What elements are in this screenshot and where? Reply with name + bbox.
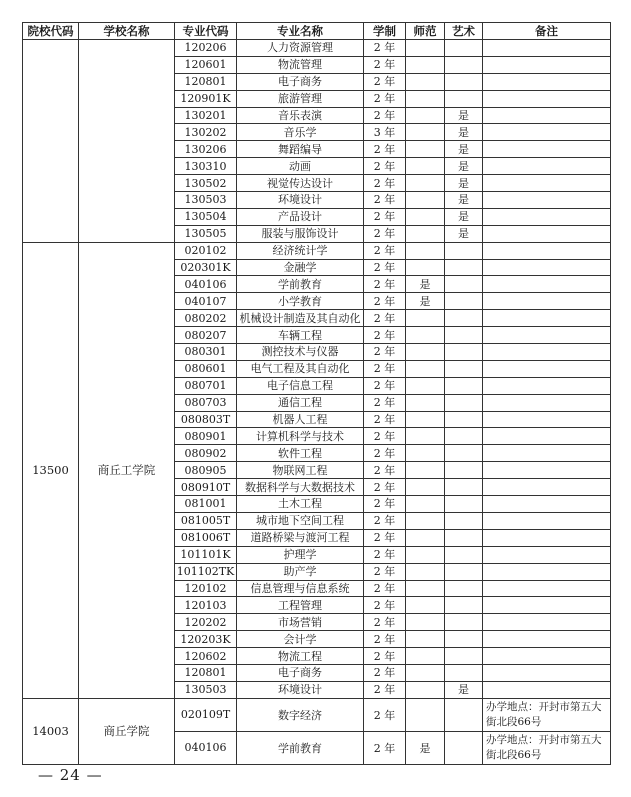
major-name-cell: 数字经济 bbox=[237, 698, 364, 731]
normal-cell bbox=[406, 648, 445, 665]
major-name-cell: 服装与服饰设计 bbox=[237, 225, 364, 242]
years-cell: 2 年 bbox=[364, 344, 406, 361]
notes-cell bbox=[483, 681, 611, 698]
art-cell bbox=[445, 462, 483, 479]
art-cell bbox=[445, 614, 483, 631]
years-cell: 2 年 bbox=[364, 411, 406, 428]
normal-cell bbox=[406, 462, 445, 479]
major-name-cell: 学前教育 bbox=[237, 276, 364, 293]
major-code-cell: 080905 bbox=[175, 462, 237, 479]
major-code-cell: 130201 bbox=[175, 107, 237, 124]
major-code-cell: 120901K bbox=[175, 90, 237, 107]
major-name-cell: 音乐学 bbox=[237, 124, 364, 141]
notes-cell bbox=[483, 462, 611, 479]
major-code-cell: 120801 bbox=[175, 73, 237, 90]
major-name-cell: 会计学 bbox=[237, 631, 364, 648]
notes-cell bbox=[483, 56, 611, 73]
years-cell: 2 年 bbox=[364, 56, 406, 73]
art-cell: 是 bbox=[445, 158, 483, 175]
years-cell: 2 年 bbox=[364, 631, 406, 648]
school-name-cell: 商丘工学院 bbox=[79, 242, 175, 698]
art-cell bbox=[445, 56, 483, 73]
major-name-cell: 电子信息工程 bbox=[237, 377, 364, 394]
years-cell: 2 年 bbox=[364, 462, 406, 479]
major-code-cell: 120103 bbox=[175, 597, 237, 614]
normal-cell: 是 bbox=[406, 293, 445, 310]
normal-cell bbox=[406, 394, 445, 411]
table-body bbox=[23, 40, 611, 765]
major-code-cell: 080202 bbox=[175, 310, 237, 327]
major-name-cell: 车辆工程 bbox=[237, 327, 364, 344]
years-cell: 2 年 bbox=[364, 360, 406, 377]
major-name-cell: 视觉传达设计 bbox=[237, 175, 364, 192]
art-cell bbox=[445, 90, 483, 107]
major-name-cell: 测控技术与仪器 bbox=[237, 344, 364, 361]
major-code-cell: 081005T bbox=[175, 512, 237, 529]
major-code-cell: 080301 bbox=[175, 344, 237, 361]
major-code-cell: 080207 bbox=[175, 327, 237, 344]
major-name-cell: 信息管理与信息系统 bbox=[237, 580, 364, 597]
major-name-cell: 市场营销 bbox=[237, 614, 364, 631]
major-code-cell: 080901 bbox=[175, 428, 237, 445]
art-cell bbox=[445, 529, 483, 546]
major-code-cell: 130502 bbox=[175, 175, 237, 192]
art-cell bbox=[445, 580, 483, 597]
major-code-cell: 130504 bbox=[175, 208, 237, 225]
normal-cell bbox=[406, 225, 445, 242]
notes-cell bbox=[483, 208, 611, 225]
major-code-cell: 020109T bbox=[175, 698, 237, 731]
notes-cell bbox=[483, 496, 611, 513]
art-cell bbox=[445, 563, 483, 580]
notes-cell bbox=[483, 276, 611, 293]
major-name-cell: 人力资源管理 bbox=[237, 40, 364, 57]
notes-cell bbox=[483, 445, 611, 462]
major-name-cell: 计算机科学与技术 bbox=[237, 428, 364, 445]
art-cell bbox=[445, 445, 483, 462]
normal-cell bbox=[406, 428, 445, 445]
art-cell bbox=[445, 394, 483, 411]
major-code-cell: 120601 bbox=[175, 56, 237, 73]
years-cell: 2 年 bbox=[364, 546, 406, 563]
art-cell bbox=[445, 276, 483, 293]
admissions-table bbox=[22, 22, 611, 765]
art-cell: 是 bbox=[445, 175, 483, 192]
major-name-cell: 环境设计 bbox=[237, 192, 364, 209]
years-cell: 2 年 bbox=[364, 242, 406, 259]
normal-cell bbox=[406, 175, 445, 192]
art-cell bbox=[445, 698, 483, 731]
years-cell: 2 年 bbox=[364, 141, 406, 158]
years-cell: 2 年 bbox=[364, 664, 406, 681]
major-code-cell: 130505 bbox=[175, 225, 237, 242]
major-code-cell: 080902 bbox=[175, 445, 237, 462]
years-cell: 2 年 bbox=[364, 563, 406, 580]
major-name-cell: 物联网工程 bbox=[237, 462, 364, 479]
notes-cell bbox=[483, 141, 611, 158]
years-cell: 2 年 bbox=[364, 310, 406, 327]
years-cell: 2 年 bbox=[364, 394, 406, 411]
years-cell: 2 年 bbox=[364, 107, 406, 124]
years-cell: 2 年 bbox=[364, 276, 406, 293]
table-row bbox=[23, 242, 611, 259]
notes-cell bbox=[483, 377, 611, 394]
years-cell: 2 年 bbox=[364, 479, 406, 496]
header-years: 学制 bbox=[364, 23, 406, 40]
school-code-cell: 13500 bbox=[23, 242, 79, 698]
years-cell: 2 年 bbox=[364, 158, 406, 175]
major-name-cell: 物流工程 bbox=[237, 648, 364, 665]
major-code-cell: 130310 bbox=[175, 158, 237, 175]
art-cell bbox=[445, 259, 483, 276]
years-cell: 2 年 bbox=[364, 175, 406, 192]
major-code-cell: 130206 bbox=[175, 141, 237, 158]
years-cell: 3 年 bbox=[364, 124, 406, 141]
normal-cell bbox=[406, 479, 445, 496]
years-cell: 2 年 bbox=[364, 496, 406, 513]
normal-cell bbox=[406, 580, 445, 597]
major-name-cell: 音乐表演 bbox=[237, 107, 364, 124]
major-code-cell: 081001 bbox=[175, 496, 237, 513]
table-row bbox=[23, 698, 611, 731]
years-cell: 2 年 bbox=[364, 681, 406, 698]
major-code-cell: 101101K bbox=[175, 546, 237, 563]
art-cell: 是 bbox=[445, 225, 483, 242]
major-name-cell: 旅游管理 bbox=[237, 90, 364, 107]
art-cell bbox=[445, 597, 483, 614]
art-cell: 是 bbox=[445, 141, 483, 158]
major-name-cell: 环境设计 bbox=[237, 681, 364, 698]
years-cell: 2 年 bbox=[364, 208, 406, 225]
years-cell: 2 年 bbox=[364, 225, 406, 242]
notes-cell bbox=[483, 664, 611, 681]
major-name-cell: 通信工程 bbox=[237, 394, 364, 411]
notes-cell bbox=[483, 479, 611, 496]
notes-cell bbox=[483, 175, 611, 192]
normal-cell bbox=[406, 158, 445, 175]
major-code-cell: 040107 bbox=[175, 293, 237, 310]
normal-cell bbox=[406, 631, 445, 648]
major-code-cell: 081006T bbox=[175, 529, 237, 546]
normal-cell bbox=[406, 192, 445, 209]
art-cell bbox=[445, 546, 483, 563]
years-cell: 2 年 bbox=[364, 698, 406, 731]
notes-cell bbox=[483, 40, 611, 57]
major-name-cell: 经济统计学 bbox=[237, 242, 364, 259]
major-name-cell: 软件工程 bbox=[237, 445, 364, 462]
major-code-cell: 080910T bbox=[175, 479, 237, 496]
notes-cell bbox=[483, 529, 611, 546]
major-code-cell: 120206 bbox=[175, 40, 237, 57]
art-cell: 是 bbox=[445, 124, 483, 141]
normal-cell bbox=[406, 40, 445, 57]
header-art: 艺术 bbox=[445, 23, 483, 40]
notes-cell bbox=[483, 293, 611, 310]
major-name-cell: 机器人工程 bbox=[237, 411, 364, 428]
major-name-cell: 城市地下空间工程 bbox=[237, 512, 364, 529]
major-name-cell: 助产学 bbox=[237, 563, 364, 580]
major-code-cell: 120801 bbox=[175, 664, 237, 681]
major-code-cell: 130503 bbox=[175, 192, 237, 209]
normal-cell bbox=[406, 259, 445, 276]
art-cell: 是 bbox=[445, 107, 483, 124]
normal-cell bbox=[406, 327, 445, 344]
major-name-cell: 物流管理 bbox=[237, 56, 364, 73]
notes-cell: 办学地点：开封市第五大街北段66号 bbox=[483, 698, 611, 731]
header-row bbox=[23, 23, 611, 40]
major-code-cell: 101102TK bbox=[175, 563, 237, 580]
normal-cell bbox=[406, 529, 445, 546]
notes-cell bbox=[483, 242, 611, 259]
normal-cell bbox=[406, 360, 445, 377]
notes-cell bbox=[483, 124, 611, 141]
art-cell bbox=[445, 428, 483, 445]
header-normal: 师范 bbox=[406, 23, 445, 40]
art-cell bbox=[445, 242, 483, 259]
notes-cell bbox=[483, 597, 611, 614]
page-number: — 24 — bbox=[38, 766, 103, 784]
notes-cell bbox=[483, 344, 611, 361]
major-name-cell: 电气工程及其自动化 bbox=[237, 360, 364, 377]
art-cell bbox=[445, 327, 483, 344]
years-cell: 2 年 bbox=[364, 327, 406, 344]
notes-cell bbox=[483, 310, 611, 327]
major-code-cell: 040106 bbox=[175, 276, 237, 293]
years-cell: 2 年 bbox=[364, 192, 406, 209]
major-code-cell: 080601 bbox=[175, 360, 237, 377]
years-cell: 2 年 bbox=[364, 614, 406, 631]
years-cell: 2 年 bbox=[364, 377, 406, 394]
major-name-cell: 数据科学与大数据技术 bbox=[237, 479, 364, 496]
art-cell bbox=[445, 479, 483, 496]
years-cell: 2 年 bbox=[364, 597, 406, 614]
years-cell: 2 年 bbox=[364, 512, 406, 529]
major-name-cell: 土木工程 bbox=[237, 496, 364, 513]
major-code-cell: 130202 bbox=[175, 124, 237, 141]
normal-cell bbox=[406, 56, 445, 73]
art-cell bbox=[445, 631, 483, 648]
art-cell bbox=[445, 648, 483, 665]
art-cell bbox=[445, 40, 483, 57]
art-cell bbox=[445, 73, 483, 90]
notes-cell bbox=[483, 158, 611, 175]
major-code-cell: 020301K bbox=[175, 259, 237, 276]
notes-cell bbox=[483, 411, 611, 428]
art-cell bbox=[445, 731, 483, 764]
normal-cell bbox=[406, 496, 445, 513]
major-code-cell: 080701 bbox=[175, 377, 237, 394]
notes-cell bbox=[483, 512, 611, 529]
major-name-cell: 动画 bbox=[237, 158, 364, 175]
years-cell: 2 年 bbox=[364, 428, 406, 445]
years-cell: 2 年 bbox=[364, 293, 406, 310]
normal-cell bbox=[406, 681, 445, 698]
normal-cell bbox=[406, 377, 445, 394]
notes-cell: 办学地点：开封市第五大街北段66号 bbox=[483, 731, 611, 764]
art-cell: 是 bbox=[445, 681, 483, 698]
header-notes: 备注 bbox=[483, 23, 611, 40]
normal-cell: 是 bbox=[406, 731, 445, 764]
years-cell: 2 年 bbox=[364, 259, 406, 276]
school-name-cell: 商丘学院 bbox=[79, 698, 175, 764]
header-school-name: 学校名称 bbox=[79, 23, 175, 40]
art-cell bbox=[445, 496, 483, 513]
major-name-cell: 电子商务 bbox=[237, 73, 364, 90]
major-code-cell: 120203K bbox=[175, 631, 237, 648]
normal-cell bbox=[406, 90, 445, 107]
notes-cell bbox=[483, 394, 611, 411]
notes-cell bbox=[483, 428, 611, 445]
major-code-cell: 040106 bbox=[175, 731, 237, 764]
normal-cell bbox=[406, 445, 445, 462]
art-cell bbox=[445, 411, 483, 428]
art-cell bbox=[445, 360, 483, 377]
years-cell: 2 年 bbox=[364, 90, 406, 107]
years-cell: 2 年 bbox=[364, 580, 406, 597]
notes-cell bbox=[483, 631, 611, 648]
major-name-cell: 金融学 bbox=[237, 259, 364, 276]
normal-cell bbox=[406, 411, 445, 428]
header-school-code: 院校代码 bbox=[23, 23, 79, 40]
art-cell bbox=[445, 377, 483, 394]
normal-cell bbox=[406, 242, 445, 259]
major-name-cell: 工程管理 bbox=[237, 597, 364, 614]
notes-cell bbox=[483, 648, 611, 665]
major-code-cell: 020102 bbox=[175, 242, 237, 259]
major-name-cell: 道路桥梁与渡河工程 bbox=[237, 529, 364, 546]
notes-cell bbox=[483, 90, 611, 107]
major-name-cell: 小学教育 bbox=[237, 293, 364, 310]
art-cell bbox=[445, 512, 483, 529]
art-cell bbox=[445, 344, 483, 361]
school-name-cell bbox=[79, 40, 175, 243]
table-row bbox=[23, 40, 611, 57]
normal-cell bbox=[406, 208, 445, 225]
art-cell bbox=[445, 293, 483, 310]
art-cell bbox=[445, 664, 483, 681]
art-cell bbox=[445, 310, 483, 327]
notes-cell bbox=[483, 259, 611, 276]
major-name-cell: 护理学 bbox=[237, 546, 364, 563]
major-code-cell: 080803T bbox=[175, 411, 237, 428]
notes-cell bbox=[483, 327, 611, 344]
school-code-cell bbox=[23, 40, 79, 243]
years-cell: 2 年 bbox=[364, 73, 406, 90]
years-cell: 2 年 bbox=[364, 40, 406, 57]
years-cell: 2 年 bbox=[364, 731, 406, 764]
notes-cell bbox=[483, 360, 611, 377]
notes-cell bbox=[483, 73, 611, 90]
school-code-cell: 14003 bbox=[23, 698, 79, 764]
notes-cell bbox=[483, 614, 611, 631]
normal-cell bbox=[406, 546, 445, 563]
normal-cell bbox=[406, 512, 445, 529]
normal-cell bbox=[406, 597, 445, 614]
notes-cell bbox=[483, 546, 611, 563]
normal-cell bbox=[406, 73, 445, 90]
notes-cell bbox=[483, 563, 611, 580]
notes-cell bbox=[483, 192, 611, 209]
major-name-cell: 舞蹈编导 bbox=[237, 141, 364, 158]
art-cell: 是 bbox=[445, 208, 483, 225]
normal-cell bbox=[406, 124, 445, 141]
normal-cell bbox=[406, 664, 445, 681]
normal-cell bbox=[406, 141, 445, 158]
major-code-cell: 120202 bbox=[175, 614, 237, 631]
years-cell: 2 年 bbox=[364, 445, 406, 462]
normal-cell bbox=[406, 614, 445, 631]
normal-cell bbox=[406, 344, 445, 361]
years-cell: 2 年 bbox=[364, 648, 406, 665]
normal-cell bbox=[406, 563, 445, 580]
major-name-cell: 学前教育 bbox=[237, 731, 364, 764]
notes-cell bbox=[483, 225, 611, 242]
major-code-cell: 080703 bbox=[175, 394, 237, 411]
major-code-cell: 120102 bbox=[175, 580, 237, 597]
normal-cell bbox=[406, 698, 445, 731]
header-major-name: 专业名称 bbox=[237, 23, 364, 40]
notes-cell bbox=[483, 107, 611, 124]
major-name-cell: 机械设计制造及其自动化 bbox=[237, 310, 364, 327]
major-code-cell: 130503 bbox=[175, 681, 237, 698]
normal-cell bbox=[406, 310, 445, 327]
notes-cell bbox=[483, 580, 611, 597]
major-code-cell: 120602 bbox=[175, 648, 237, 665]
art-cell: 是 bbox=[445, 192, 483, 209]
header-major-code: 专业代码 bbox=[175, 23, 237, 40]
major-name-cell: 电子商务 bbox=[237, 664, 364, 681]
normal-cell: 是 bbox=[406, 276, 445, 293]
years-cell: 2 年 bbox=[364, 529, 406, 546]
normal-cell bbox=[406, 107, 445, 124]
major-name-cell: 产品设计 bbox=[237, 208, 364, 225]
